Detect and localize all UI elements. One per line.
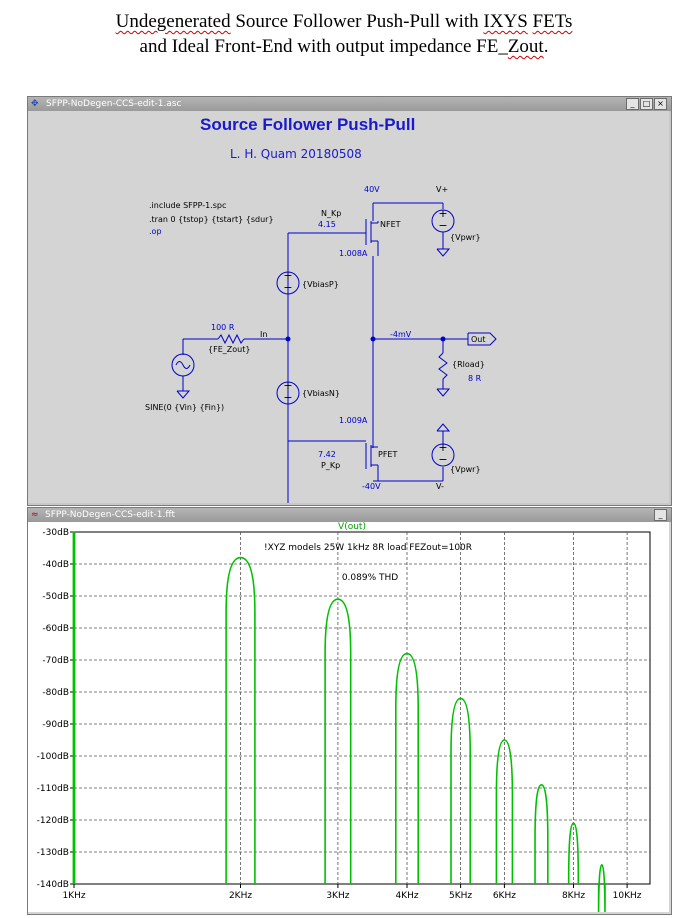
x-tick-label: 2KHz	[228, 891, 253, 901]
document-title-line-1	[0, 11, 688, 33]
label-out-voltage: -4mV	[390, 330, 412, 339]
schematic-window-title: SFPP-NoDegen-CCS-edit-1.asc	[46, 99, 182, 109]
y-tick-label: -50dB	[42, 592, 69, 602]
close-button[interactable]: ×	[654, 98, 667, 110]
label-vpwr-bottom: {Vpwr}	[450, 465, 481, 474]
svg-text:+: +	[283, 269, 293, 282]
x-tick-label: 4KHz	[395, 891, 419, 901]
schematic-drawing	[28, 111, 669, 503]
trace-label: V(out)	[338, 522, 366, 532]
x-tick-label: 5KHz	[449, 891, 473, 901]
label-vplus: V+	[436, 185, 449, 194]
label-vminus: V-	[436, 482, 444, 491]
label-current-bottom: 1.009A	[339, 416, 368, 425]
schematic-heading: Source Follower Push-Pull	[200, 115, 416, 134]
y-tick-label: -60dB	[42, 624, 69, 634]
svg-text:−: −	[438, 453, 448, 466]
minimize-button[interactable]: _	[626, 98, 639, 110]
x-tick-label: 6KHz	[492, 891, 516, 901]
title-word-mid: Source Follower Push-Pull with	[235, 11, 479, 32]
label-out: Out	[471, 335, 486, 344]
label-p-kp: P_Kp	[321, 461, 341, 470]
y-tick-label: -120dB	[36, 816, 69, 826]
schematic-canvas[interactable]	[28, 111, 669, 503]
title-line2-start: and Ideal Front-End with output impedance FE_	[139, 36, 508, 57]
label-r-fe: 100 R	[211, 323, 235, 332]
title-word-undegenerated: Undegenerated	[115, 11, 231, 32]
label-in: In	[260, 330, 268, 339]
fft-window-titlebar[interactable]	[28, 508, 671, 522]
waveform-icon: ≈	[31, 510, 39, 520]
x-tick-label: 1KHz	[62, 891, 86, 901]
label-fe-zout: {FE_Zout}	[208, 345, 251, 354]
y-tick-label: -80dB	[42, 688, 69, 698]
y-tick-label: -130dB	[36, 848, 69, 858]
svg-text:−: −	[283, 281, 293, 294]
label-p-kp-value: 7.42	[318, 450, 336, 459]
label-rload: {Rload}	[452, 360, 485, 369]
x-tick-label: 8KHz	[561, 891, 586, 901]
plot-frame	[74, 532, 650, 884]
label-vpwr-top: {Vpwr}	[450, 233, 481, 242]
y-tick-label: -90dB	[42, 720, 69, 730]
label-rload-value: 8 R	[468, 374, 482, 383]
label-nfet: NFET	[380, 220, 401, 229]
fft-window-title: SFPP-NoDegen-CCS-edit-1.fft	[45, 510, 176, 520]
directive-tran: .tran 0 {tstop} {tstart} {sdur}	[149, 215, 274, 224]
y-tick-label: -40dB	[42, 560, 69, 570]
title-word-ixys: IXYS	[483, 11, 528, 32]
y-tick-label: -70dB	[42, 656, 69, 666]
label-sine: SINE(0 {Vin} {Fin})	[145, 403, 225, 412]
schematic-author: L. H. Quam 20180508	[230, 147, 362, 161]
label-n-kp-value: 4.15	[318, 220, 336, 229]
svg-text:−: −	[283, 391, 293, 404]
directive-include: .include SFPP-1.spc	[149, 201, 227, 210]
x-tick-label: 10KHz	[612, 891, 642, 901]
svg-text:+: +	[283, 379, 293, 392]
schematic-window[interactable]	[27, 96, 672, 506]
label-pfet: PFET	[378, 450, 398, 459]
fft-canvas[interactable]	[28, 522, 669, 912]
fft-window[interactable]	[27, 507, 672, 915]
document-title-line-2	[0, 36, 688, 58]
label-vbiasn: {VbiasN}	[302, 389, 341, 398]
ltspice-icon: ✥	[31, 99, 39, 109]
title-word-fets: FETs	[532, 11, 573, 32]
label-n-kp: N_Kp	[321, 209, 342, 218]
maximize-button[interactable]: □	[640, 98, 653, 110]
y-tick-label: -100dB	[36, 752, 69, 762]
harmonic-peak	[73, 532, 74, 884]
label-vbiasp: {VbiasP}	[302, 280, 339, 289]
svg-text:−: −	[438, 219, 448, 232]
svg-text:+: +	[438, 207, 448, 220]
y-tick-label: -30dB	[42, 528, 69, 538]
schematic-window-titlebar[interactable]	[28, 97, 671, 111]
label-40v: 40V	[364, 185, 380, 194]
fft-minimize-button[interactable]: _	[654, 509, 667, 521]
label-current-top: 1.008A	[339, 249, 368, 258]
svg-text:+: +	[438, 441, 448, 454]
label-neg40v: -40V	[362, 482, 381, 491]
y-tick-label: -110dB	[36, 784, 69, 794]
annotation-models: !XYZ models 25W 1kHz 8R load FEZout=100R	[263, 543, 473, 553]
y-tick-label: -140dB	[36, 880, 69, 890]
fft-plot[interactable]	[28, 522, 669, 912]
title-line2-zout: Zout	[507, 36, 544, 57]
annotation-thd: 0.089% THD	[341, 573, 399, 583]
title-line2-end: .	[543, 36, 549, 57]
directive-op: .op	[149, 227, 162, 236]
x-tick-label: 3KHz	[326, 891, 350, 901]
